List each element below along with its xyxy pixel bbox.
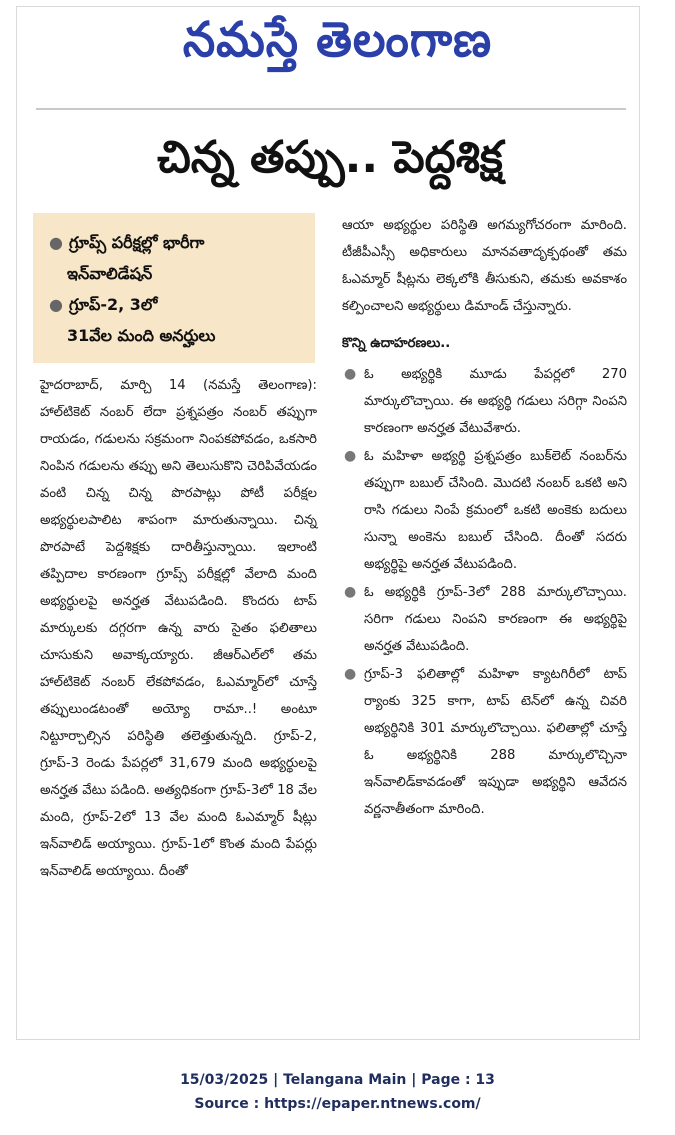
article-body-paragraph: హైదరాబాద్, మార్చి 14 (నమస్తే తెలంగాణ): హాల్‌టికెట్ నంబర్ లేదా ప్రశ్నపత్రం నంబర్ తప్పుగా రాయడం, గడులను సక్రమంగా నింపకపోవడం, ఒకసారి నింపిన గడులను తప్పు అని తెలుసుకొని చెరిపివేయడం వంటి చిన్న చిన్న పొరపాట్లు పోటీ పరీక్షల అభ్యర్థులపాలిట శాపంగా మారుతున్నాయి. చిన్న పొరపాటే పెద్దశిక్షకు దారితీస్తున్నాయి. ఇలాంటి తప్పిదాల కారణంగా గ్రూప్స్ పరీక్షల్లో వేలాది మంది అభ్యర్థులపై అనర్హత వేటుపడింది. కొందరు టాప్ మార్కులకు దగ్గరగా ఉన్న వారు సైతం ఫలితాలు చూసుకుని అవాక్కయ్యారు. జీఆర్‌ఎల్‌లో తమ హాల్‌టికెట్ నంబర్ లేకపోవడం, ఓఎమ్మార్‌లో చూస్తే తప్పులుండటంతో అయ్యో రామా..! అంటూ నిట్టూర్చాల్సిన పరిస్థితి తలెత్తుతున్నది. గ్రూప్-2, గ్రూప్-3 రెండు పేపర్లలో 31,679 మంది అభ్యర్థులపై అనర్హత వేటు పడింది. అత్యధికంగా గ్రూప్-3లో 18 వేల మంది, గ్రూప్-2లో 13 వేల మంది ఓఎమ్మార్ షీట్లు ఇన్‌వాలిడ్ అయ్యాయి. గ్రూప్-1లో కొంత మంది పేపర్లు ఇన్‌వాలిడ్ అయ్యాయి. దీంతో <box>40 378 317 879</box>
examples-list <box>342 361 627 823</box>
footer-date-page: 15/03/2025 | Telangana Main | Page : 13 <box>180 1072 495 1088</box>
examples-heading: కొన్ని ఉదాహరణలు.. <box>342 336 451 351</box>
newspaper-masthead: నమస్తే తెలంగాణ <box>182 10 493 68</box>
bullet-icon: ● <box>344 666 357 682</box>
bullet-icon: ● <box>344 366 357 382</box>
article-continuation: ఆయా అభ్యర్థుల పరిస్థితి అగమ్యగోచరంగా మారింది. టీజీపీఎస్సీ అధికారులు మానవతాదృక్పథంతో తమ ఓఎమ్మార్ షీట్లను లెక్కలోకి తీసుకుని, తమకు అవకాశం కల్పించాలని అభ్యర్థులు డిమాండ్ చేస్తున్నారు. <box>342 218 627 314</box>
footer-source-link[interactable]: Source : https://epaper.ntnews.com/ <box>194 1096 481 1112</box>
list-item: ● గ్రూప్-3 ఫలితాల్లో మహిళా క్యాటగిరీలో టాప్ ర్యాంకు 325 కాగా, టాప్ టెన్‌లో ఉన్న చివరి అభ్యర్థినికి 301 మార్కులొచ్చాయి. ఫలితాల్లో చూస్తే ఓ అభ్యర్థినికి 288 మార్కులొచ్చినా ఇన్‌వాలిడ్‌కావడంతో ఇప్పుడా అభ్యర్థిని ఆవేదన వర్ణనాతీతంగా మారింది. <box>342 661 627 823</box>
list-item: ● ఓ మహిళా అభ్యర్థి ప్రశ్నపత్రం బుక్‌లెట్ నంబర్‌ను తప్పుగా బబుల్ చేసింది. మొదటి నంబర్ ఒకటి అని రాసి గడులు నింపే క్రమంలో ఒకటి అంకెకు బదులు సున్నా అంకెను బబుల్ చేసింది. దీంతో సదరు అభ్యర్థిపై అనర్హత వేటుపడింది. <box>342 443 627 578</box>
bullet-icon: ● <box>49 295 63 314</box>
list-item: ● ఓ అభ్యర్థికి మూడు పేపర్లలో 270 మార్కులొచ్చాయి. ఈ అభ్యర్థి గడులు సరిగ్గా నింపని కారణంగా అనర్హత వేటువేశారు. <box>342 361 627 442</box>
article-right-column <box>342 212 627 824</box>
list-item: ● ఓ అభ్యర్థికి గ్రూప్-3లో 288 మార్కులొచ్చాయి. సరిగా గడులు నింపని కారణంగా ఈ అభ్యర్థిపై అనర్హత వేటుపడింది. <box>342 579 627 660</box>
article-left-column <box>40 372 317 885</box>
headline-divider <box>36 108 626 110</box>
bullet-icon: ● <box>344 584 357 600</box>
subhead-box <box>33 213 315 363</box>
article-headline: చిన్న తప్పు.. పెద్దశిక్ష <box>157 132 503 183</box>
bullet-icon: ● <box>49 233 63 252</box>
subhead-point: ● గ్రూప్-2, 3లో 31వేల మంది అనర్హులు <box>49 295 216 345</box>
bullet-icon: ● <box>344 448 357 464</box>
subhead-point: ● గ్రూప్స్ పరీక్షల్లో భారీగా ఇన్‌వాలిడేషన్ <box>49 233 205 283</box>
